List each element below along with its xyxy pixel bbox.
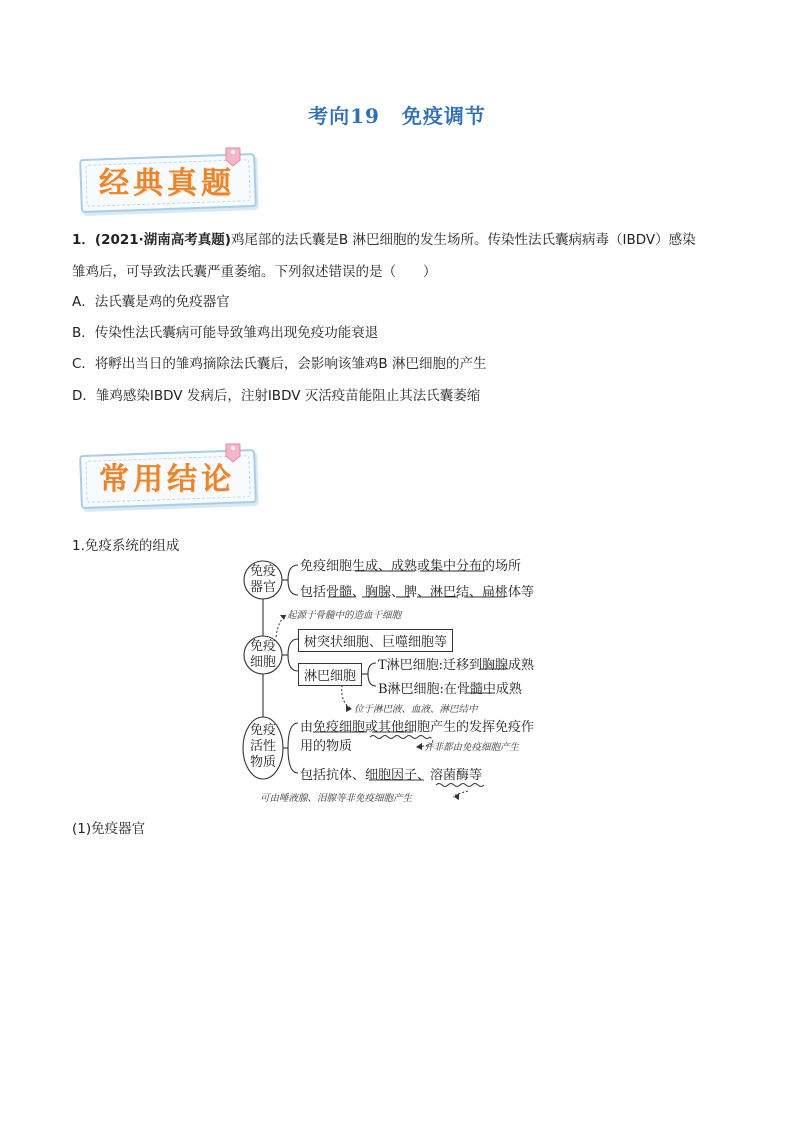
- question-text-line1: 鸡尾部的法氏囊是B 淋巴细胞的发生场所。传染性法氏囊病病毒（IBDV）感染: [230, 232, 696, 248]
- organ-desc-line1: 免疫细胞生成、成熟或集中分布的场所: [300, 559, 522, 574]
- immune-system-diagram: [240, 553, 560, 808]
- substance-desc-line3: 包括抗体、细胞因子、溶菌酶等: [300, 768, 483, 783]
- banner-classic: [72, 142, 262, 214]
- option-b: B．传染性法氏囊病可能导致雏鸡出现免疫功能衰退: [72, 325, 379, 341]
- subsection-heading: (1)免疫器官: [72, 821, 146, 837]
- note-origin: 起源于骨髓中的造血干细胞: [287, 610, 402, 621]
- cell-circle-label: 免疫 细胞: [249, 639, 276, 670]
- note-bottom: 可由唾液腺、泪腺等非免疫细胞产生: [260, 793, 413, 804]
- note-not-only: 并非都由免疫细胞产生: [424, 742, 520, 753]
- page-title: [0, 100, 794, 129]
- organ-circle-label: 免疫 器官: [249, 564, 276, 595]
- option-c: C．将孵出当日的雏鸡摘除法氏囊后，会影响该雏鸡B 淋巴细胞的产生: [72, 356, 487, 372]
- option-a: A．法氏囊是鸡的免疫器官: [72, 294, 230, 310]
- b-cell-text: B淋巴细胞:在骨髓中成熟: [378, 682, 522, 697]
- banner-conclusion: [72, 438, 262, 510]
- cell-box-dendritic: 树突状细胞、巨噬细胞等: [298, 629, 453, 652]
- t-cell-text: T淋巴细胞:迁移到胸腺成熟: [378, 658, 535, 673]
- question-source: 1．(2021·湖南高考真题): [72, 232, 231, 248]
- substance-desc-line2: 用的物质: [300, 739, 353, 754]
- cell-box-lymphocyte: 淋巴细胞: [298, 663, 362, 686]
- organ-desc-line2: 包括骨髓、胸腺、脾、淋巴结、扁桃体等: [300, 585, 535, 600]
- question-text-line2: 雏鸡后，可导致法氏囊严重萎缩。下列叙述错误的是（ ）: [72, 264, 437, 280]
- banner-conclusion-text: 常用结论: [99, 462, 235, 497]
- question-1: [72, 224, 727, 288]
- option-d: D．雏鸡感染IBDV 发病后，注射IBDV 灭活疫苗能阻止其法氏囊萎缩: [72, 388, 481, 404]
- title-prefix: 考向19: [308, 104, 380, 128]
- substance-circle-label: 免疫 活性 物质: [249, 723, 276, 770]
- title-topic: 免疫调节: [401, 104, 486, 128]
- note-location: 位于淋巴液、血液、淋巴结中: [354, 704, 478, 715]
- banner-classic-text: 经典真题: [99, 166, 235, 201]
- substance-desc-line1: 由免疫细胞或其他细胞产生的发挥免疫作: [300, 720, 535, 735]
- section-heading: 1.免疫系统的组成: [72, 538, 180, 554]
